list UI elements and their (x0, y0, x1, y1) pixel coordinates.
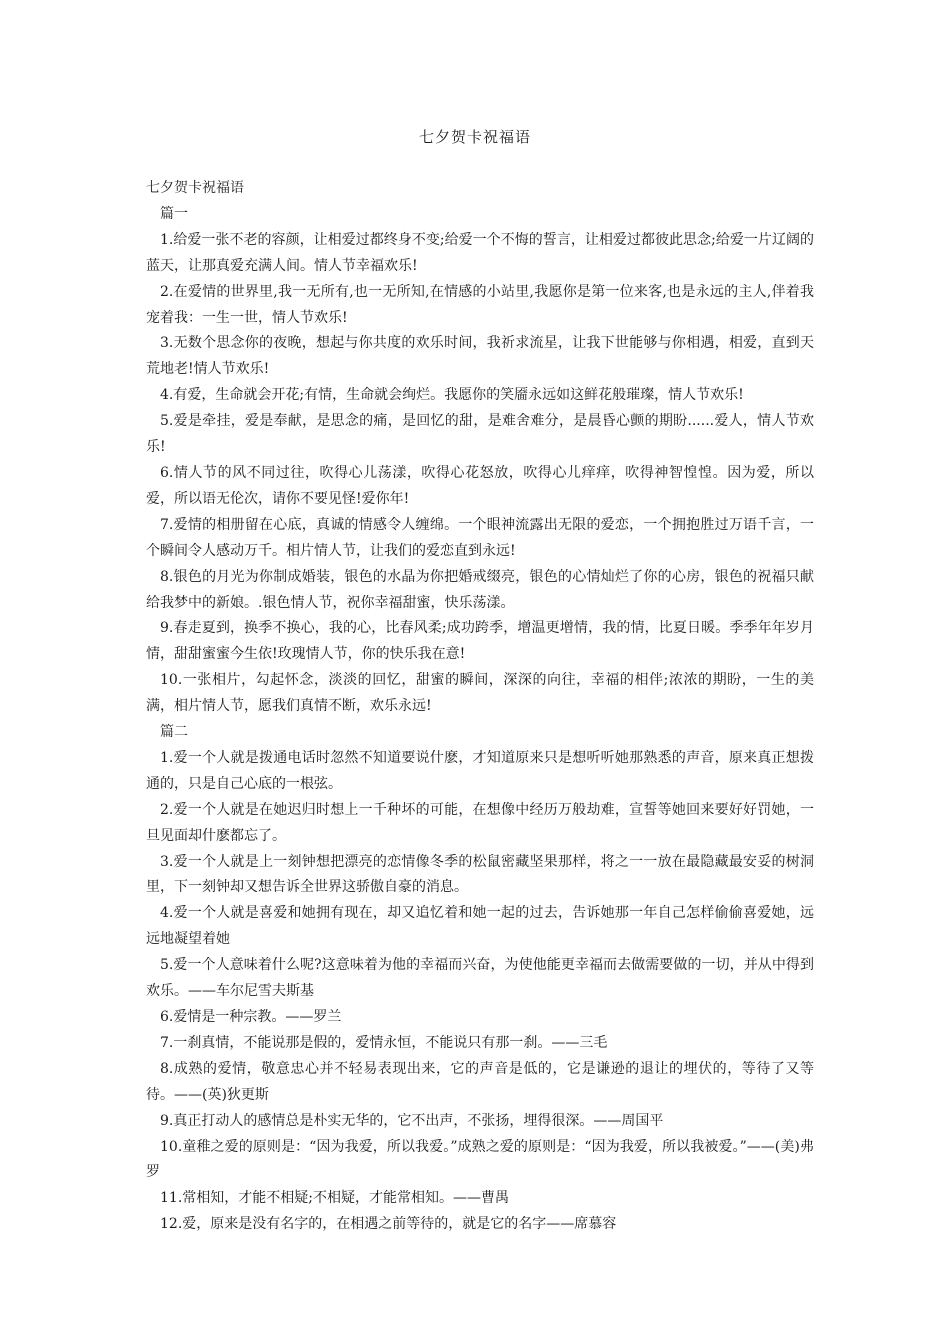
paragraph: 1.给爱一张不老的容颜，让相爱过都终身不变;给爱一个不悔的誓言，让相爱过都彼此思念;给爱一片辽阔的蓝天，让那真爱充满人间。情人节幸福欢乐! (146, 231, 814, 274)
section-2 (146, 720, 814, 1238)
paragraph: 1.爱一个人就是拨通电话时忽然不知道要说什麽，才知道原来只是想听听她那熟悉的声音，原来真正想拨通的，只是自己心底的一根弦。 (146, 749, 814, 792)
paragraph: 10.一张相片，勾起怀念，淡淡的回忆，甜蜜的瞬间，深深的向往，幸福的相伴;浓浓的期盼，一生的美满，相片情人节，愿我们真情不断，欢乐永远! (146, 672, 814, 715)
paragraph: 11.常相知，才能不相疑;不相疑，才能常相知。——曹禺 (160, 1190, 509, 1207)
document-body (146, 176, 814, 1238)
paragraph: 3.无数个思念你的夜晚，想起与你共度的欢乐时间，我祈求流星，让我下世能够与你相遇，相爱，直到天荒地老!情人节欢乐! (146, 335, 814, 378)
paragraph: 7.一刹真情，不能说那是假的，爱情永恒，不能说只有那一刹。——三毛 (160, 1034, 608, 1051)
paragraph: 4.有爱，生命就会开花;有情，生命就会绚烂。我愿你的笑靥永远如这鲜花般璀璨，情人节欢乐! (160, 387, 744, 404)
section-heading: 篇二 (160, 724, 188, 741)
paragraph: 12.爱，原来是没有名字的，在相遇之前等待的，就是它的名字——席慕容 (160, 1216, 617, 1233)
paragraph: 8.成熟的爱情，敬意忠心并不轻易表现出来，它的声音是低的，它是谦逊的退让的埋伏的，等待了又等待。——(英)狄更斯 (146, 1060, 814, 1103)
paragraph: 2.爱一个人就是在她迟归时想上一千种坏的可能，在想像中经历万般劫难，宣誓等她回来要好好罚她，一旦见面却什麽都忘了。 (146, 801, 814, 844)
paragraph: 7.爱情的相册留在心底，真诚的情感令人缠绵。一个眼神流露出无限的爱恋，一个拥抱胜过万语千言，一个瞬间令人感动万千。相片情人节，让我们的爱恋直到永远! (146, 516, 814, 559)
paragraph: 6.爱情是一种宗教。——罗兰 (160, 1009, 342, 1025)
paragraph: 10.童稚之爱的原则是：“因为我爱，所以我爱。”成熟之爱的原则是：“因为我爱，所以我被爱。”——(美)弗罗 (146, 1138, 814, 1181)
paragraph: 2.在爱情的世界里,我一无所有,也一无所知,在情感的小站里,我愿你是第一位来客,也是永远的主人,伴着我宠着我：一生一世，情人节欢乐! (146, 283, 814, 326)
paragraph: 5.爱是牵挂，爱是奉献，是思念的痛，是回忆的甜，是难舍难分，是晨昏心颤的期盼......爱人，情人节欢乐! (146, 413, 814, 456)
paragraph: 6.情人节的风不同过往，吹得心儿荡漾，吹得心花怒放，吹得心儿痒痒，吹得神智惶惶。因为爱，所以爱，所以语无伦次，请你不要见怪!爱你年! (146, 464, 814, 507)
paragraph: 9.真正打动人的感情总是朴实无华的，它不出声，不张扬，埋得很深。——周国平 (160, 1112, 664, 1129)
paragraph: 5.爱一个人意味着什么呢?这意味着为他的幸福而兴奋，为使他能更幸福而去做需要做的一切，并从中得到欢乐。——车尔尼雪夫斯基 (146, 957, 814, 1000)
paragraph: 8.银色的月光为你制成婚装，银色的水晶为你把婚戒缀亮，银色的心情灿烂了你的心房，银色的祝福只献给我梦中的新娘。.银色情人节，祝你幸福甜蜜，快乐荡漾。 (146, 568, 814, 611)
section-heading: 篇一 (160, 205, 188, 222)
section-1 (146, 202, 814, 720)
paragraph: 4.爱一个人就是喜爱和她拥有现在，却又追忆着和她一起的过去，告诉她那一年自己怎样偷偷喜爱她，远远地凝望着她 (146, 905, 814, 948)
document-title: 七夕贺卡祝福语 (418, 128, 531, 146)
paragraph: 3.爱一个人就是上一刻钟想把漂亮的恋情像冬季的松鼠密藏坚果那样，将之一一放在最隐藏最安妥的树洞里，下一刻钟却又想告诉全世界这骄傲自豪的消息。 (146, 853, 814, 896)
paragraph: 9.春走夏到，换季不换心，我的心，比春风柔;成功跨季，增温更增情，我的情，比夏日暖。季季年年岁月情，甜甜蜜蜜今生依!玫瑰情人节，你的快乐我在意! (146, 620, 814, 663)
document-subtitle: 七夕贺卡祝福语 (146, 180, 244, 196)
